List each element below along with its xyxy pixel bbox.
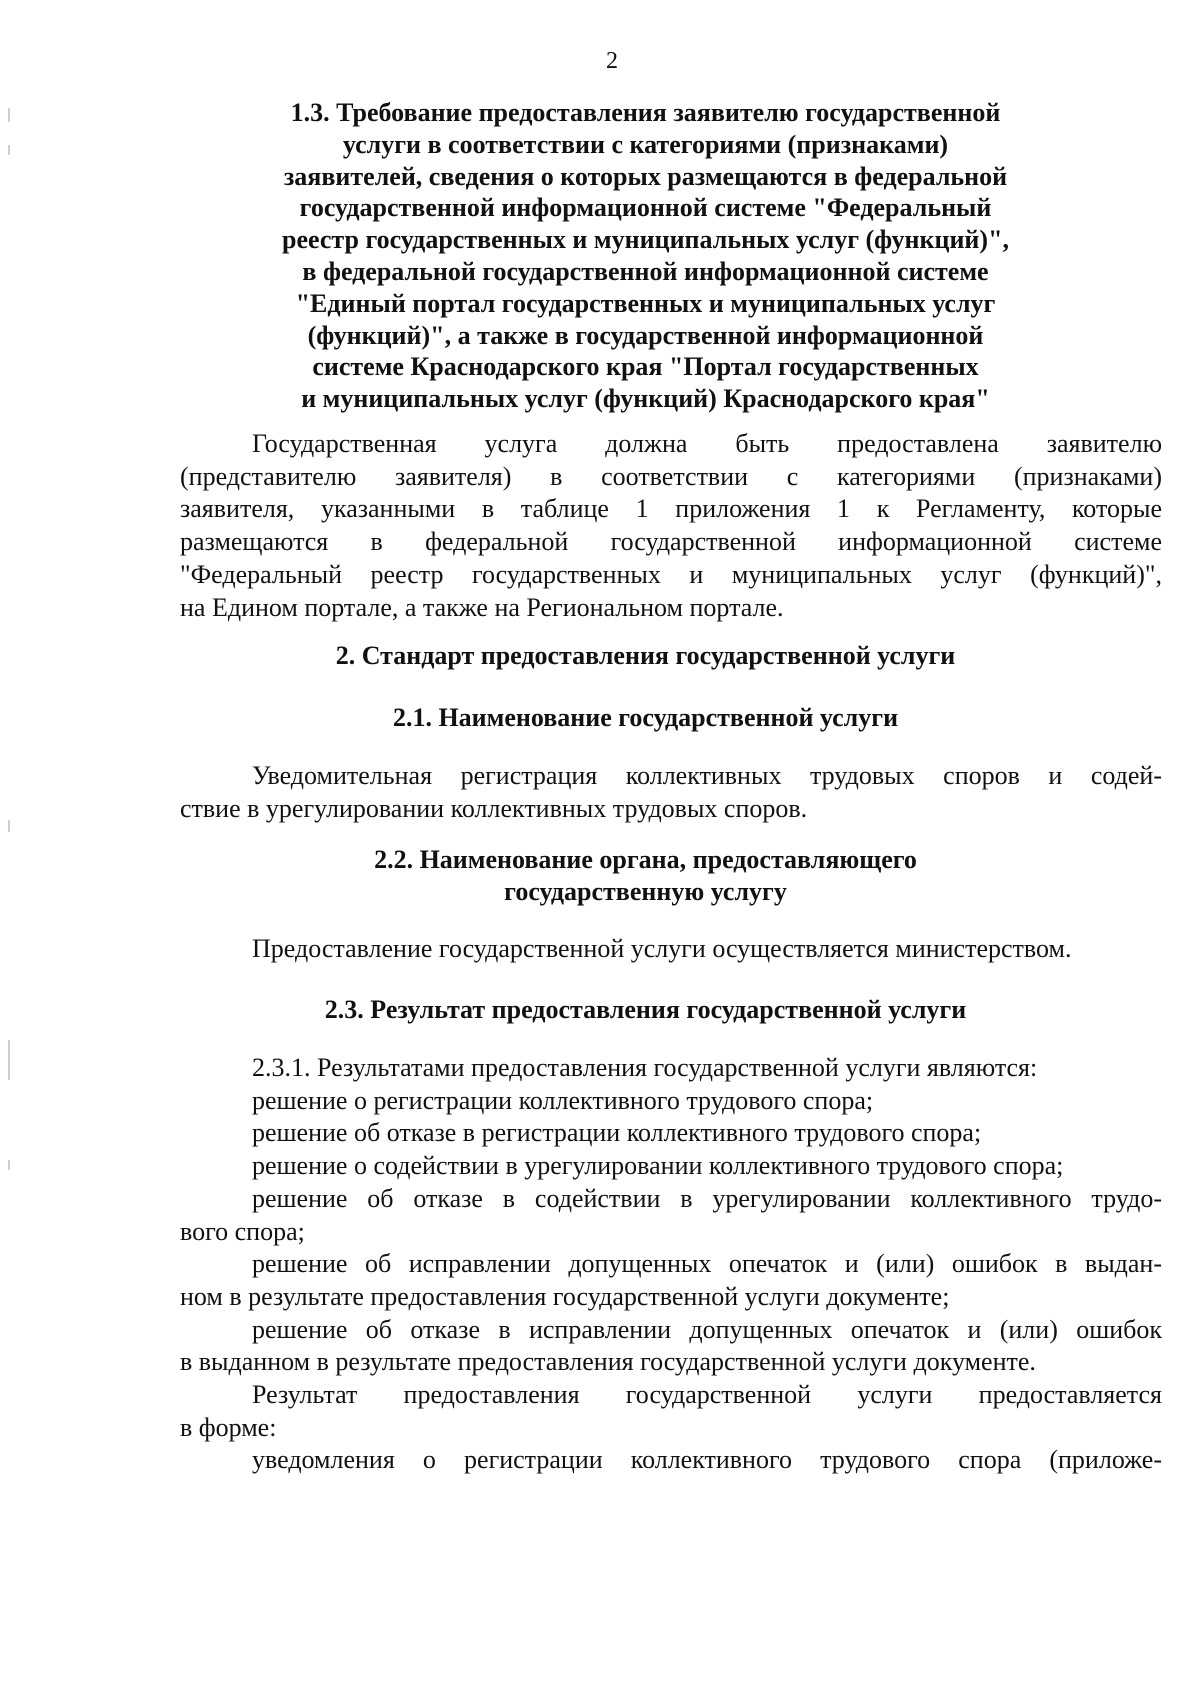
paragraph-line: (представителю заявителя) в соответствии с категориями (признаками): [180, 461, 1162, 491]
section-title: 2.1. Наименование государственной услуги: [392, 703, 899, 732]
paragraph-line: решение об отказе в регистрации коллективного трудового спора;: [252, 1118, 982, 1148]
paragraph-line: решение об отказе в исправлении допущенных опечаток и (или) ошибок: [252, 1314, 1162, 1344]
paragraph-line: "Федеральный реестр государственных и муниципальных услуг (функций)",: [180, 559, 1162, 589]
paragraph-line: Предоставление государственной услуги осуществляется министерством.: [252, 934, 1072, 963]
section-2-3-heading: [180, 994, 1162, 1026]
section-2-1-heading: [180, 702, 1162, 734]
heading-line: реестр государственных и муниципальных услуг (функций)",: [282, 225, 1009, 255]
paragraph-line: вого спора;: [180, 1216, 305, 1246]
paragraph-line: ном в результате предоставления государственной услуги документе;: [180, 1281, 950, 1311]
page-number: 2: [606, 48, 618, 74]
paragraph-line: решение о содействии в урегулировании коллективного трудового спора;: [252, 1151, 1064, 1181]
heading-line: "Единый портал государственных и муниципальных услуг: [295, 288, 996, 318]
scan-artifact: [8, 1160, 10, 1170]
paragraph-line: уведомления о регистрации коллективного трудового спора (приложе-: [252, 1445, 1162, 1475]
heading-line: и муниципальных услуг (функций) Краснодарского края": [301, 384, 990, 414]
paragraph-line: на Едином портале, а также на Региональном портале.: [180, 592, 784, 622]
scan-artifact: [8, 1040, 10, 1080]
section-title: 2.3. Результат предоставления государственной услуги: [324, 995, 967, 1024]
section-title: 2. Стандарт предоставления государственной услуги: [335, 641, 956, 670]
section-title: 2.2. Наименование органа, предоставляющего: [374, 845, 917, 874]
scan-artifact: [8, 108, 10, 122]
paragraph-line: 2.3.1. Результатами предоставления государственной услуги являются:: [252, 1053, 1038, 1082]
section-2-2-heading: [180, 844, 1162, 908]
paragraph-line: в выданном в результате предоставления государственной услуги документе.: [180, 1347, 1036, 1377]
paragraph-line: Уведомительная регистрация коллективных трудовых споров и содей-: [252, 761, 1162, 790]
scan-artifact: [8, 820, 10, 832]
heading-line: (функций)", а также в государственной информационной: [307, 320, 984, 350]
heading-line: системе Краснодарского края "Портал государственных: [312, 352, 979, 382]
heading-line: заявителей, сведения о которых размещаются в федеральной: [283, 161, 1008, 191]
paragraph-line: Результат предоставления государственной услуги предоставляется: [252, 1380, 1162, 1410]
heading-line: 1.3. Требование предоставления заявителю государственной: [290, 98, 1001, 127]
paragraph-line: решение о регистрации коллективного трудового спора;: [252, 1085, 874, 1115]
paragraph-line: заявителя, указанными в таблице 1 приложения 1 к Регламенту, которые: [180, 494, 1162, 524]
section-2-3-body: [180, 1052, 1162, 1477]
section-2-heading: [180, 640, 1162, 672]
paragraph-line: размещаются в федеральной государственной информационной системе: [180, 527, 1162, 557]
paragraph-line: ствие в урегулировании коллективных трудовых споров.: [180, 793, 808, 823]
paragraph-line: решение об исправлении допущенных опечаток и (или) ошибок в выдан-: [252, 1249, 1162, 1279]
section-1-3-heading: [180, 97, 1162, 415]
section-1-3-body: [180, 428, 1162, 624]
paragraph-line: в форме:: [180, 1412, 277, 1442]
heading-line: государственной информационной системе "Федеральный: [299, 193, 992, 223]
section-2-1-body: [180, 760, 1162, 825]
heading-line: услуги в соответствии с категориями (признаками): [342, 129, 949, 159]
section-2-2-body: [180, 933, 1162, 966]
paragraph-line: Государственная услуга должна быть предоставлена заявителю: [252, 429, 1162, 458]
scan-artifact: [8, 145, 10, 155]
heading-line: в федеральной государственной информационной системе: [302, 256, 989, 286]
paragraph-line: решение об отказе в содействии в урегулировании коллективного трудо-: [252, 1183, 1162, 1213]
section-title: государственную услугу: [504, 876, 787, 906]
